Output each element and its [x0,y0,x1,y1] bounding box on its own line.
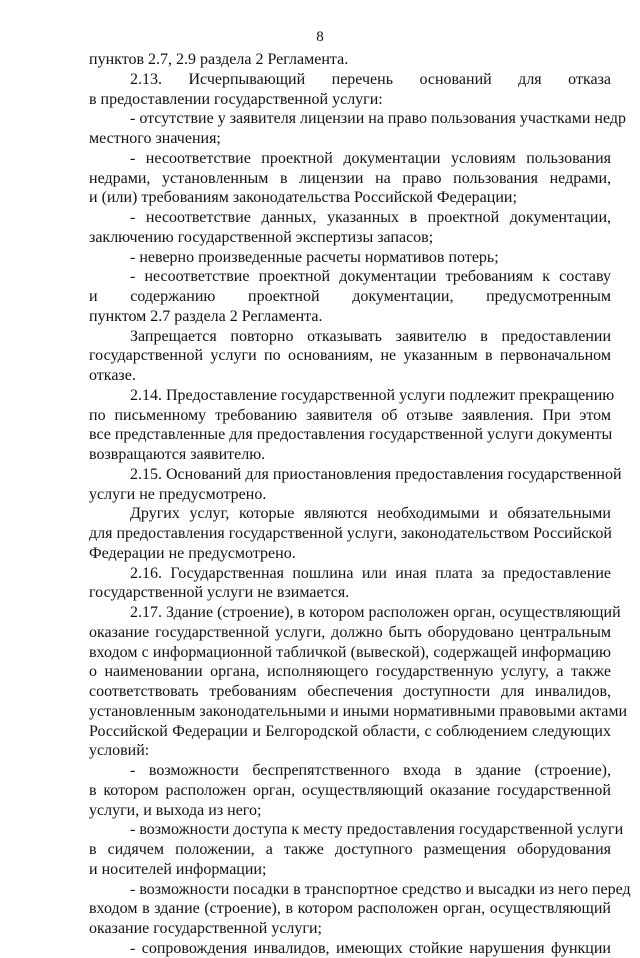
text-line: 2.17. Здание (строение), в котором расположен орган, осуществляющий [130,604,621,621]
text-line: услуги не предусмотрено. [89,485,267,503]
text-line: установленным законодательными и иными нормативными правовыми актами [89,702,628,720]
text-line: заключению государственной экспертизы запасов; [89,228,434,246]
text-line: о наименовании органа, исполняющего государственную услугу, а также [89,663,611,681]
text-line: недрами, установленным в лицензии на право пользования недрами, [89,169,611,187]
text-line: 2.13. Исчерпывающий перечень оснований для отказа [130,70,611,88]
text-line: местного значения; [89,130,221,147]
text-line: Других услуг, которые являются необходимыми и обязательными [130,505,611,523]
text-line: для предоставления государственной услуги, законодательством Российской [89,525,612,542]
text-line: - несоответствие проектной документации условиям пользования [130,149,611,167]
text-line: государственной услуги не взимается. [89,584,350,602]
text-line: Российской Федерации и Белгородской области, с соблюдением следующих [89,722,611,740]
text-line: оказание государственной услуги, должно быть оборудовано центральным [89,623,611,641]
text-line: отказе. [89,367,136,384]
text-line: - сопровождения инвалидов, имеющих стойкие нарушения функции [130,939,611,957]
text-line: - возможности посадки в транспортное средство и высадки из него перед [130,880,631,898]
text-line: пунктов 2.7, 2.9 раздела 2 Регламента. [89,51,349,68]
text-line: - несоответствие данных, указанных в проектной документации, [130,209,611,226]
text-line: Запрещается повторно отказывать заявителю в предоставлении [130,327,611,345]
text-line: в предоставлении государственной услуги: [89,90,383,108]
text-line: 2.16. Государственная пошлина или иная плата за предоставление [130,564,611,582]
page-number: 8 [316,29,324,45]
text-line: и носителей информации; [89,860,267,878]
text-line: 2.15. Оснований для приостановления предоставления государственной [130,465,622,483]
text-line: входом с информационной табличкой (вывеской), содержащей информацию [89,643,611,661]
text-line: 2.14. Предоставление государственной услуги подлежит прекращению [130,386,615,404]
text-line: Федерации не предусмотрено. [89,544,296,562]
text-line: и (или) требованиям законодательства Российской Федерации; [89,189,517,207]
text-line: возвращаются заявителю. [89,446,266,463]
text-line: в котором расположен орган, осуществляющий оказание государственной [89,781,611,799]
text-line: по письменному требованию заявителя об отзыве заявления. При этом [89,406,611,424]
text-line: - возможности беспрепятственного входа в здание (строение), [130,762,611,779]
text-line: условий: [89,742,150,760]
text-line: все представленные для предоставления государственной услуги документы [89,426,613,444]
text-line: - возможности доступа к месту предоставления государственной услуги [130,821,624,839]
text-line: входом в здание (строение), в котором расположен орган, осуществляющий [89,900,611,918]
text-line: государственной услуги по основаниям, не указанным в первоначальном [89,347,611,365]
text-line: - неверно произведенные расчеты нормативов потерь; [130,248,499,266]
text-line: услуги, и выхода из него; [89,801,262,819]
text-line: оказание государственной услуги; [89,920,322,937]
text-line: соответствовать требованиям обеспечения доступности для инвалидов, [89,683,611,700]
text-line: - отсутствие у заявителя лицензии на право пользования участками недр [130,110,626,128]
text-line: - несоответствие проектной документации требованиям к составу [130,268,611,286]
text-line: в сидячем положении, а также доступного размещения оборудования [89,841,611,858]
text-line: и содержанию проектной документации, предусмотренным [89,288,611,305]
text-line: пунктом 2.7 раздела 2 Регламента. [89,307,323,325]
